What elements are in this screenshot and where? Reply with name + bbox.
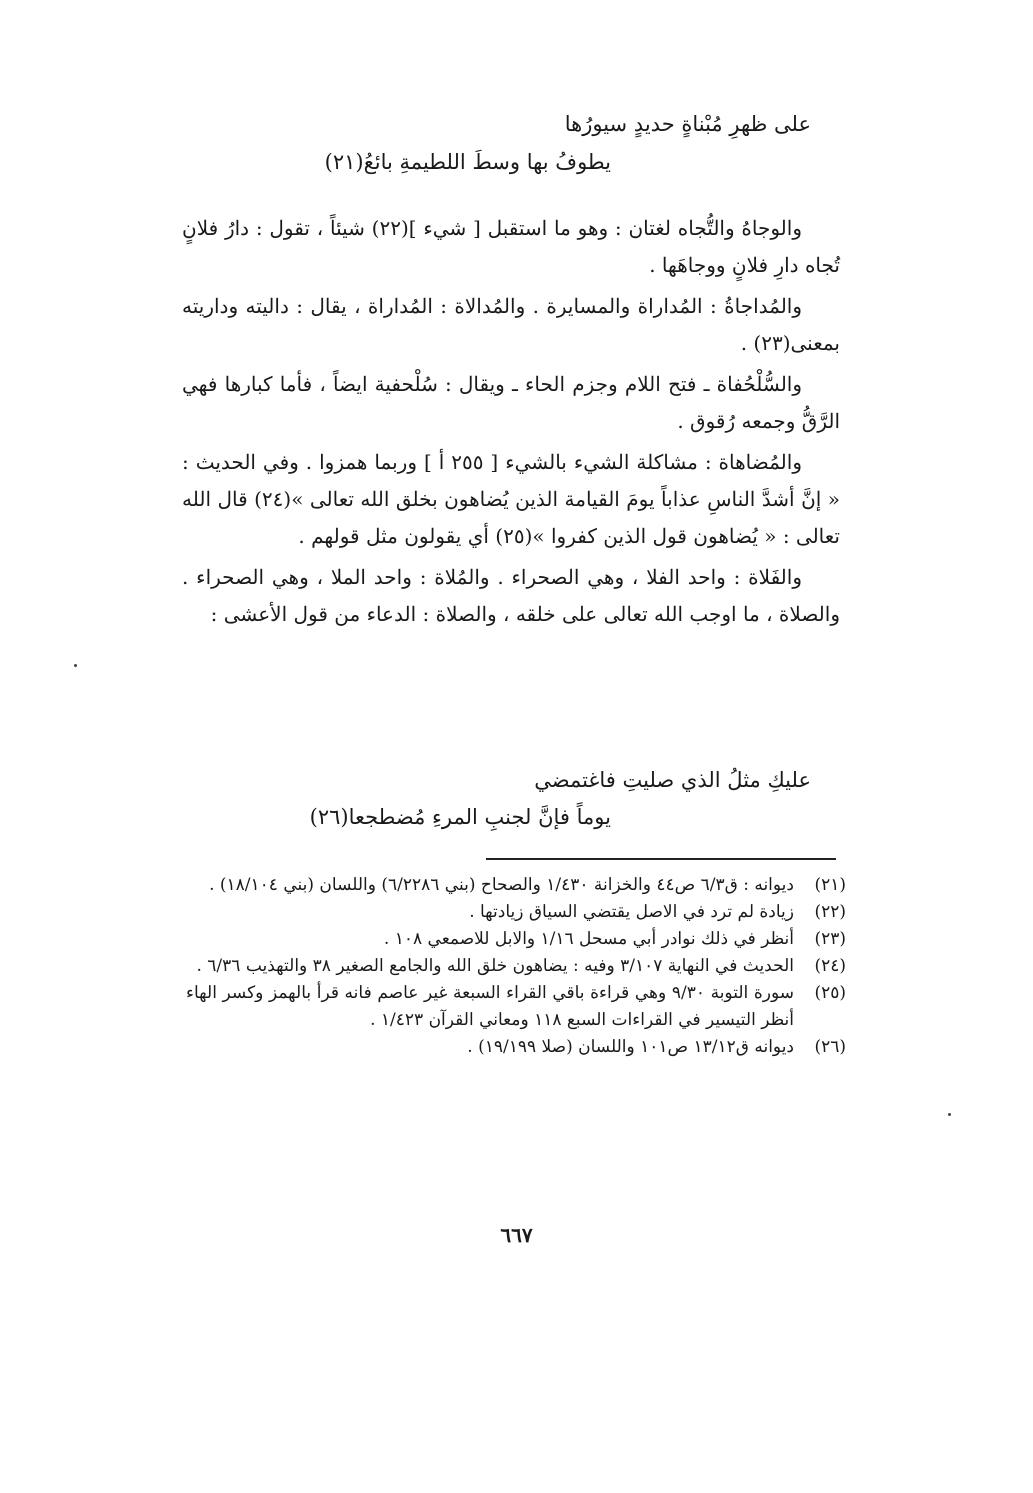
verse-top-line-1: على ظهرِ مُبْناةٍ حديدٍ سيورُها — [564, 112, 811, 136]
footnote-separator — [486, 858, 836, 860]
footnote-25 — [186, 980, 846, 1034]
scan-speck — [948, 1113, 951, 1116]
footnote-text: سورة التوبة ٩/٣٠ وهي قراءة باقي القراء السبعة غير عاصم فانه قرأ بالهمز وكسر الهاء أنظر التيسير في القراءات السبع ١١٨ ومعاني القرآن ١/٤٢٣ . — [186, 983, 794, 1030]
footnote-26 — [186, 1034, 846, 1061]
footnote-number: (٢١) — [814, 875, 846, 895]
footnote-text: أنظر في ذلك نوادر أبي مسحل ١/١٦ والابل للاصمعي ١٠٨ . — [383, 929, 794, 949]
verse-bottom-line-1: عليكِ مثلُ الذي صليتِ فاغتمضي — [534, 768, 811, 792]
footnotes — [186, 872, 846, 1061]
footnote-23 — [186, 926, 846, 953]
footnote-22 — [186, 899, 846, 926]
paragraph-falah: والفَلاة : واحد الفلا ، وهي الصحراء . والمُلاة : واحد الملا ، وهي الصحراء . والصلاة ، ما اوجب الله تعالى على خلقه ، والصلاة : الدعاء من قول الأعشى : — [182, 565, 840, 626]
scan-speck — [74, 664, 77, 667]
footnote-number: (٢٥) — [814, 983, 846, 1003]
footnote-number: (٢٣) — [814, 929, 846, 949]
paragraph-wijah: والوجاهُ والتُّجاه لغتان : وهو ما استقبل [ شيء ](٢٢) شيئاً ، تقول : دارُ فلانٍ تُجاه دارِ فلانٍ ووجاهَها . — [182, 216, 840, 277]
verse-top-line-2: يطوفُ بها وسطَ اللطيمةِ بائعُ(٢١) — [324, 150, 611, 174]
footnote-21 — [186, 872, 846, 899]
page-number: ٦٦٧ — [500, 1223, 533, 1247]
verse-bottom-line-2: يوماً فإنَّ لجنبِ المرءِ مُضطجعا(٢٦) — [309, 805, 611, 829]
footnote-text: ديوانه ق١٣/١٢ ص١٠١ واللسان (صلا ١٩/١٩٩) . — [467, 1037, 794, 1057]
main-text — [182, 210, 840, 637]
paragraph-mudahah: والمُضاهاة : مشاكلة الشيء بالشيء [ ٢٥٥ أ ] وربما همزوا . وفي الحديث : « إنَّ أشدَّ الناسِ عذاباً يومَ القيامة الذين يُضاهون بخلق الله تعالى »(٢٤) قال الله تعالى : « يُضاهون قول الذين كفروا »(٢٥) أي يقولون مثل قولهم . — [182, 450, 840, 548]
footnote-text: الحديث في النهاية ٣/١٠٧ وفيه : يضاهون خلق الله والجامع الصغير ٣٨ والتهذيب ٦/٣٦ . — [196, 956, 794, 976]
footnote-text: زيادة لم ترد في الاصل يقتضي السياق زيادتها . — [469, 902, 794, 922]
paragraph-mudajah: والمُداجاةُ : المُداراة والمسايرة . والمُدالاة : المُداراة ، يقال : داليته وداريته بمعنى(٢٣) . — [182, 294, 840, 355]
footnote-number: (٢٦) — [814, 1037, 846, 1057]
footnote-number: (٢٤) — [814, 956, 846, 976]
footnote-number: (٢٢) — [814, 902, 846, 922]
footnote-24 — [186, 953, 846, 980]
paragraph-sulhufah: والسُّلْحُفاة ـ فتح اللام وجزم الحاء ـ ويقال : سُلْحفية ايضاً ، فأما كبارها فهي الرَّقُّ وجمعه رُقوق . — [182, 372, 840, 433]
footnote-text: ديوانه : ق٦/٣ ص٤٤ والخزانة ١/٤٣٠ والصحاح (بني ٦/٢٢٨٦) واللسان (بني ١٨/١٠٤) . — [209, 875, 794, 895]
